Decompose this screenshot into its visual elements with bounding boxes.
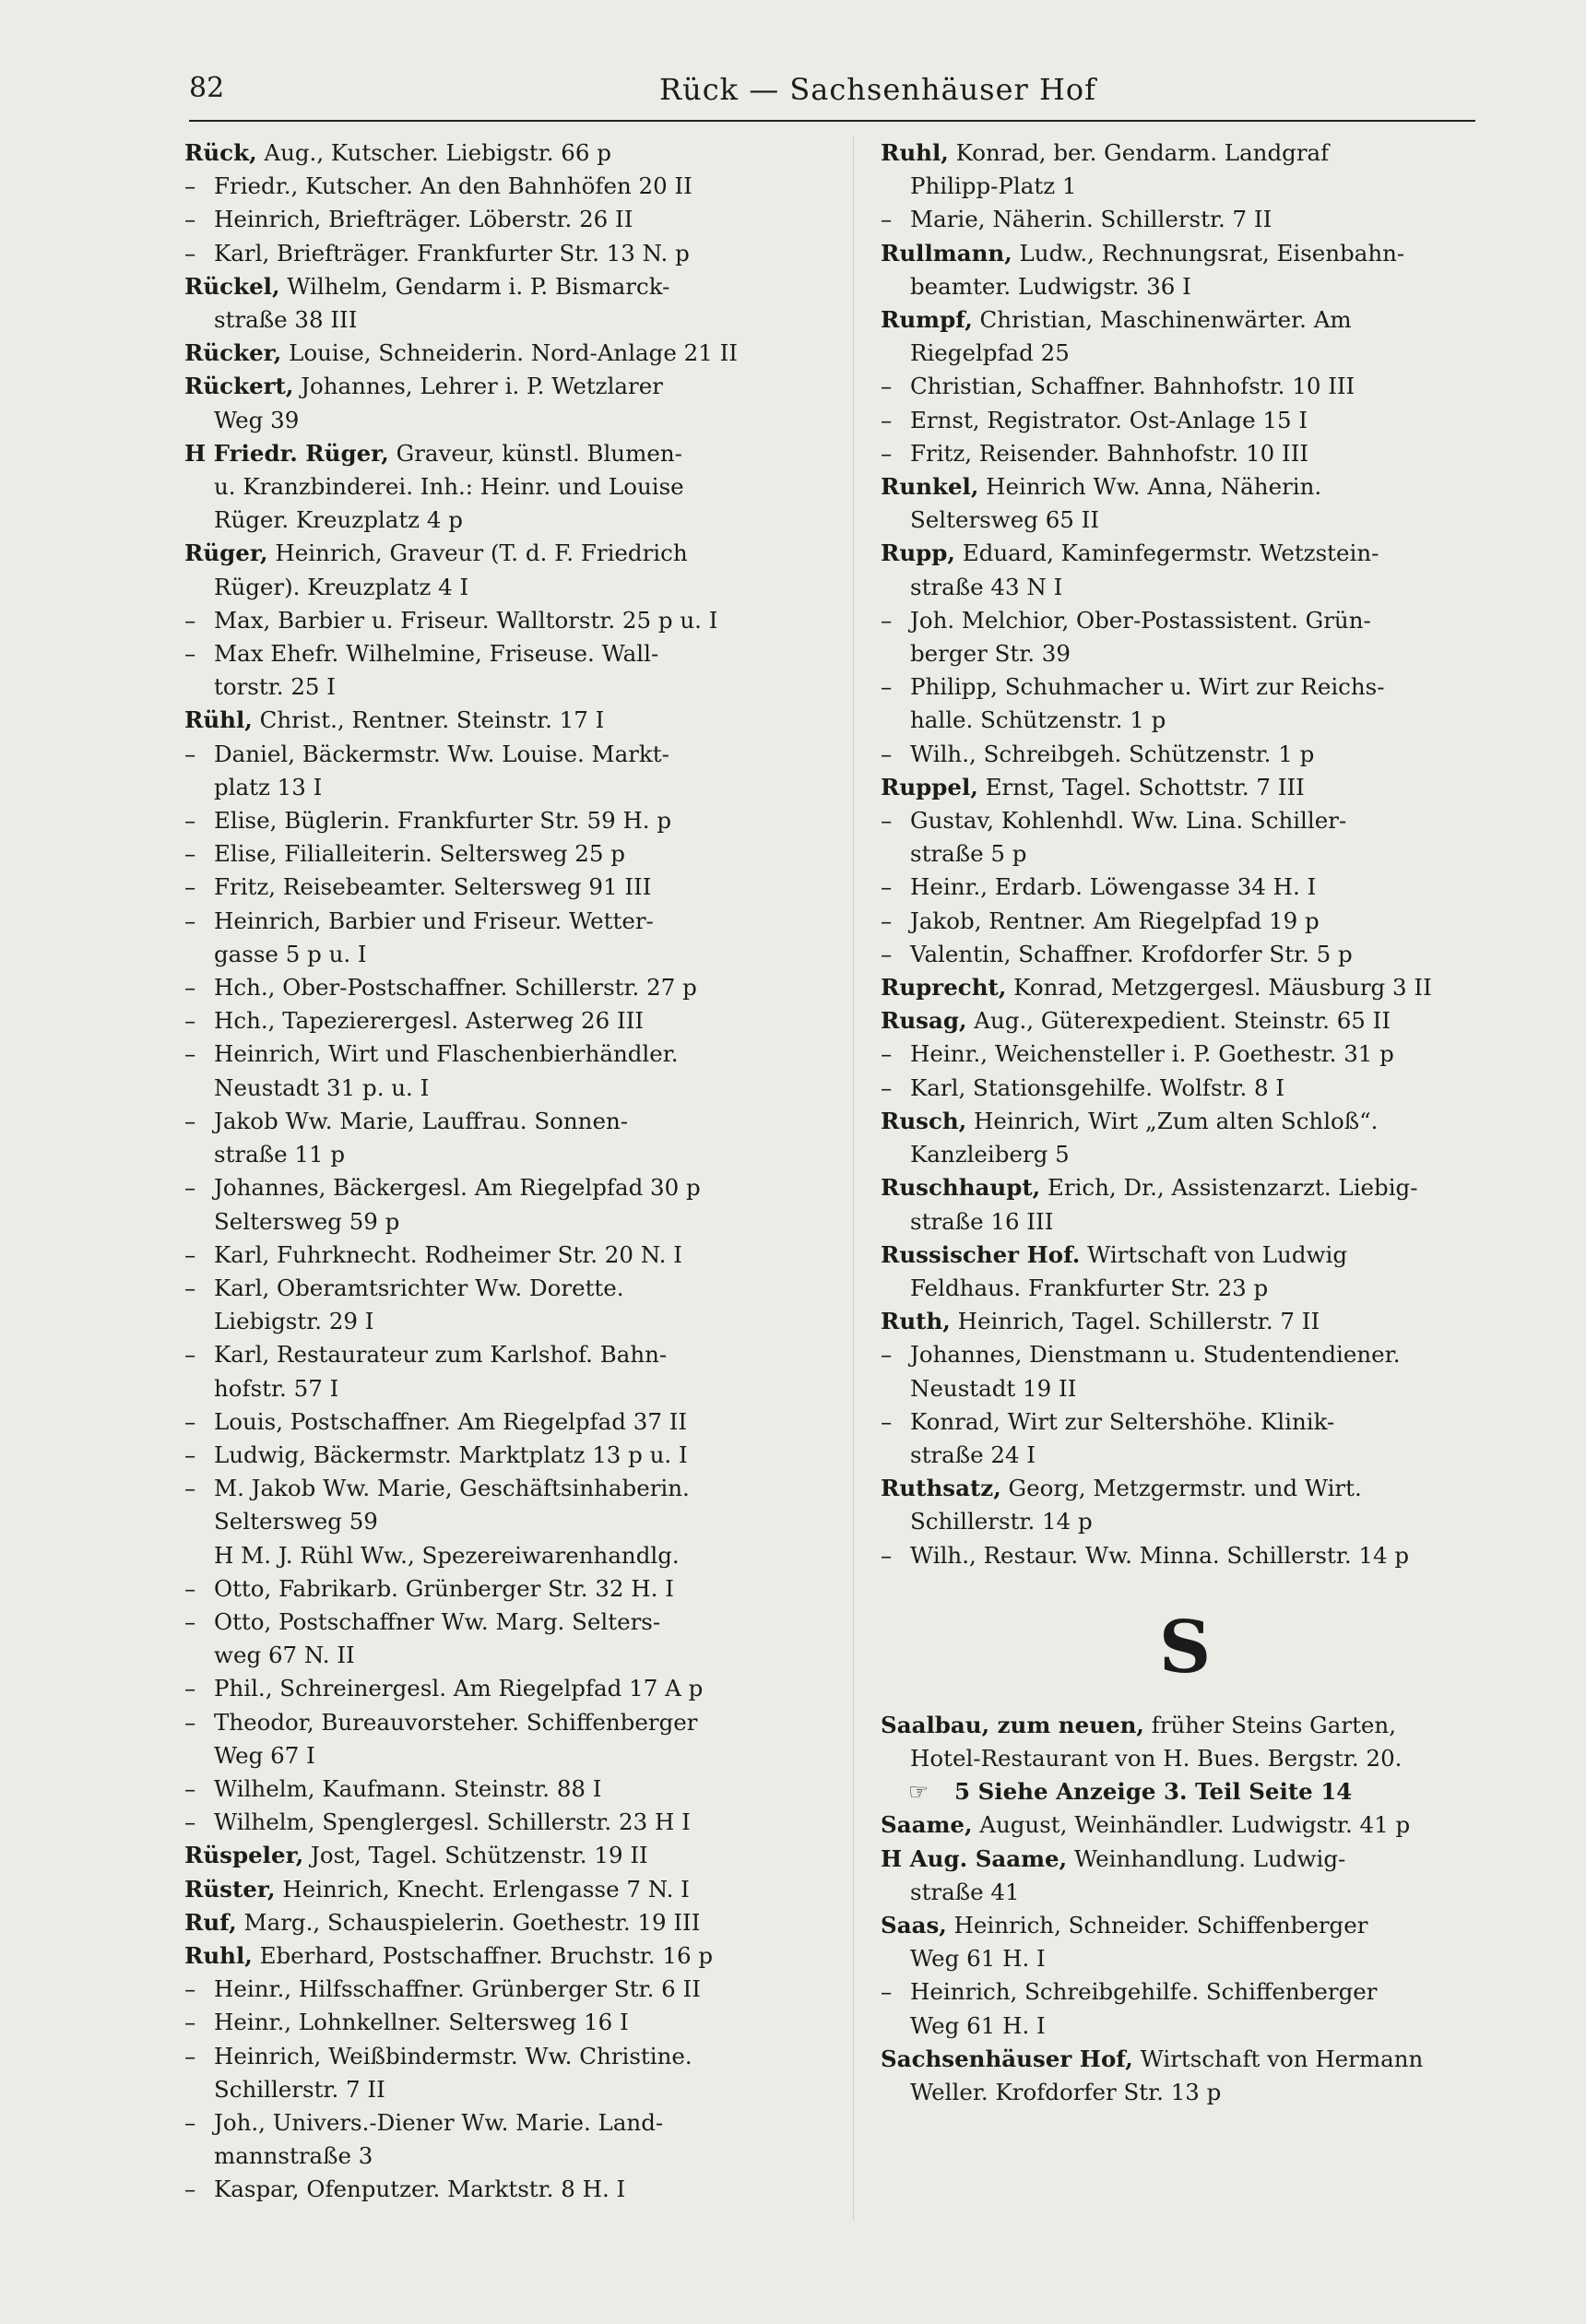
dash-mark: – — [184, 2042, 196, 2069]
sub-entry — [184, 604, 830, 637]
surname: Saalbau, zum neuen, — [881, 1711, 1144, 1738]
continuation-line: straße 41 — [910, 1878, 1020, 1905]
dash-mark: – — [881, 1407, 893, 1435]
dash-mark: – — [881, 740, 893, 767]
surname-entry — [881, 771, 1489, 804]
entry-text: Karl, Stationsgehilfe. Wolfstr. 8 I — [910, 1073, 1285, 1101]
surname-entry — [184, 136, 830, 170]
sub-entry — [184, 1672, 830, 1705]
dash-mark: – — [184, 1274, 196, 1301]
continuation-line: u. Kranzbinderei. Inh.: Heinr. und Louise — [214, 473, 684, 501]
entry-text: Fritz, Reisebeamter. Seltersweg 91 III — [214, 873, 652, 901]
sub-entry — [184, 1004, 830, 1038]
sub-entry — [184, 804, 830, 837]
continuation-line: straße 11 p — [214, 1141, 346, 1168]
dash-mark: – — [184, 1407, 196, 1435]
continuation-line: Weller. Krofdorfer Str. 13 p — [910, 2078, 1222, 2105]
entry-text: Max, Barbier u. Friseur. Walltorstr. 25 p u. I — [214, 606, 718, 634]
continuation-line: straße 38 III — [214, 306, 358, 334]
entry-text: Ludw., Rechnungsrat, Eisenbahn- — [1012, 239, 1405, 267]
dash-mark: – — [881, 1978, 893, 2006]
dash-mark: – — [881, 606, 893, 634]
sub-entry — [184, 1338, 830, 1371]
entry-text: Heinr., Hilfsschaffner. Grünberger Str. 6 II — [214, 1975, 701, 2003]
sub-entry — [881, 437, 1489, 470]
dash-mark: – — [184, 2009, 196, 2036]
entry-text: Heinrich, Knecht. Erlengasse 7 N. I — [275, 1875, 690, 1903]
continuation-line: Neustadt 19 II — [910, 1374, 1077, 1402]
continuation-line: straße 5 p — [910, 840, 1027, 868]
surname-entry — [184, 704, 830, 737]
dash-mark: – — [881, 1073, 893, 1101]
entry-text: Ernst, Tagel. Schottstr. 7 III — [977, 773, 1305, 800]
surname-entry — [881, 1472, 1489, 1505]
entry-text: Max Ehefr. Wilhelmine, Friseuse. Wall- — [214, 640, 659, 668]
surname: Rüger, — [184, 540, 268, 567]
surname: Ruschhaupt, — [881, 1174, 1041, 1202]
entry-text: Jakob, Rentner. Am Riegelpfad 19 p — [910, 907, 1320, 934]
surname: Rusag, — [881, 1007, 967, 1035]
sub-entry — [184, 203, 830, 236]
surname-entry — [184, 537, 830, 570]
entry-text: früher Steins Garten, — [1143, 1711, 1396, 1738]
surname-entry — [881, 136, 1489, 170]
surname: Rusch, — [881, 1107, 967, 1134]
sub-entry — [184, 2106, 830, 2140]
continuation-line: halle. Schützenstr. 1 p — [910, 706, 1166, 734]
surname: Ruthsatz, — [881, 1475, 1001, 1502]
entry-text: Eduard, Kaminfegermstr. Wetzstein- — [954, 540, 1379, 567]
dash-mark: – — [184, 239, 196, 267]
surname-entry — [881, 1843, 1489, 1876]
surname: Rühl, — [184, 706, 253, 734]
entry-text: Aug., Güterexpedient. Steinstr. 65 II — [966, 1007, 1391, 1035]
surname: Rumpf, — [881, 306, 973, 334]
entry-text: Louise, Schneiderin. Nord-Anlage 21 II — [281, 339, 738, 367]
section-letter: S — [1158, 1605, 1212, 1690]
sub-entry — [184, 905, 830, 938]
dash-mark: – — [184, 974, 196, 1002]
sub-entry — [881, 871, 1489, 904]
dash-mark: – — [184, 606, 196, 634]
sub-entry — [184, 1806, 830, 1839]
surname-entry — [184, 437, 830, 470]
entry-text: Eberhard, Postschaffner. Bruchstr. 16 p — [252, 1941, 714, 1969]
sub-entry — [184, 871, 830, 904]
sub-entry — [184, 1405, 830, 1439]
entry-text: Heinrich, Barbier und Friseur. Wetter- — [214, 907, 654, 934]
entry-text: Wilh., Schreibgeh. Schützenstr. 1 p — [910, 740, 1315, 767]
dash-mark: – — [881, 439, 893, 467]
entry-text: 5 Siehe Anzeige 3. Teil Seite 14 — [954, 1778, 1353, 1806]
continuation-line: Weg 67 I — [214, 1741, 315, 1769]
entry-text: Wilh., Restaur. Ww. Minna. Schillerstr. 14 p — [910, 1541, 1410, 1569]
continuation-line: platz 13 I — [214, 773, 323, 800]
entry-text: Heinr., Weichensteller i. P. Goethestr. 31 p — [910, 1040, 1394, 1068]
continuation-line: Liebigstr. 29 I — [214, 1308, 374, 1335]
sub-entry — [881, 203, 1489, 236]
surname: Russischer Hof. — [881, 1240, 1081, 1268]
entry-text: Hch., Ober-Postschaffner. Schillerstr. 27 p — [214, 974, 697, 1002]
entry-text: Weinhandlung. Ludwig- — [1067, 1844, 1346, 1872]
continuation-line: Seltersweg 59 — [214, 1508, 378, 1536]
surname: Saas, — [881, 1911, 947, 1939]
continuation-line: H M. J. Rühl Ww., Spezereiwarenhandlg. — [214, 1541, 680, 1569]
dash-mark: – — [184, 807, 196, 835]
surname-entry — [881, 1305, 1489, 1338]
entry-text: Kaspar, Ofenputzer. Marktstr. 8 H. I — [214, 2176, 626, 2203]
sub-entry — [881, 804, 1489, 837]
pointing-hand-icon: ☞ — [908, 1778, 929, 1806]
continuation-line: Seltersweg 65 II — [910, 506, 1100, 534]
sub-entry — [881, 404, 1489, 437]
sub-entry — [184, 170, 830, 203]
dash-mark: – — [184, 1607, 196, 1635]
entry-text: Konrad, Metzgergesl. Mäusburg 3 II — [1006, 974, 1432, 1002]
surname-entry — [184, 1873, 830, 1906]
entry-text: Wilhelm, Gendarm i. P. Bismarck- — [279, 272, 670, 300]
surname: Sachsenhäuser Hof, — [881, 2045, 1133, 2072]
entry-text: Johannes, Dienstmann u. Studentendiener. — [910, 1341, 1401, 1369]
sub-entry — [881, 670, 1489, 704]
entry-text: Otto, Postschaffner Ww. Marg. Selters- — [214, 1607, 661, 1635]
entry-text: Heinrich, Weißbindermstr. Ww. Christine. — [214, 2042, 692, 2069]
entry-text: Karl, Oberamtsrichter Ww. Dorette. — [214, 1274, 624, 1301]
running-head: Rück — Sachsenhäuser Hof — [659, 72, 1096, 107]
surname: Rückel, — [184, 272, 280, 300]
entry-text: M. Jakob Ww. Marie, Geschäftsinhaberin. — [214, 1475, 690, 1502]
entry-text: Karl, Briefträger. Frankfurter Str. 13 N. p — [214, 239, 690, 267]
sub-entry — [184, 971, 830, 1004]
sub-entry — [881, 370, 1489, 403]
surname: Rüster, — [184, 1875, 276, 1903]
surname-entry — [881, 1004, 1489, 1038]
sub-entry — [184, 2040, 830, 2073]
dash-mark: – — [184, 740, 196, 767]
sub-entry — [184, 2006, 830, 2039]
surname: Rüspeler, — [184, 1842, 304, 1869]
entry-text: Joh., Univers.-Diener Ww. Marie. Land- — [214, 2108, 664, 2136]
entry-text: Heinrich, Briefträger. Löberstr. 26 II — [214, 206, 633, 233]
dash-mark: – — [881, 1341, 893, 1369]
entry-text: Christ., Rentner. Steinstr. 17 I — [252, 706, 605, 734]
entry-text: Louis, Postschaffner. Am Riegelpfad 37 II — [214, 1407, 688, 1435]
entry-text: Hch., Tapezierergesl. Asterweg 26 III — [214, 1007, 645, 1035]
sub-entry — [184, 1439, 830, 1472]
entry-text: Christian, Maschinenwärter. Am — [972, 306, 1352, 334]
sub-entry — [184, 1706, 830, 1739]
dash-mark: – — [184, 2108, 196, 2136]
dash-mark: – — [184, 1007, 196, 1035]
entry-text: Theodor, Bureauvorsteher. Schiffenberger — [214, 1708, 698, 1736]
dash-mark: – — [184, 172, 196, 200]
surname-entry — [184, 1839, 830, 1872]
continuation-line: Neustadt 31 p. u. I — [214, 1073, 430, 1101]
continuation-line: Weg 61 H. I — [910, 1945, 1046, 1973]
surname: Ruppel, — [881, 773, 978, 800]
continuation-line: straße 24 I — [910, 1441, 1036, 1468]
entry-text: Jost, Tagel. Schützenstr. 19 II — [303, 1842, 648, 1869]
sub-entry — [184, 1105, 830, 1138]
entry-text: Erich, Dr., Assistenzarzt. Liebig- — [1040, 1174, 1418, 1202]
surname-entry — [184, 337, 830, 370]
sub-entry — [184, 1239, 830, 1272]
sub-entry — [184, 1038, 830, 1071]
surname-entry — [881, 1808, 1489, 1842]
continuation-line: Seltersweg 59 p — [214, 1207, 400, 1235]
entry-text: Heinr., Lohnkellner. Seltersweg 16 I — [214, 2009, 629, 2036]
entry-text: Heinrich, Wirt und Flaschenbierhändler. — [214, 1040, 679, 1068]
dash-mark: – — [184, 1808, 196, 1836]
surname: H Aug. Saame, — [881, 1844, 1068, 1872]
dash-mark: – — [184, 840, 196, 868]
entry-text: Konrad, Wirt zur Seltershöhe. Klinik- — [910, 1407, 1335, 1435]
surname-entry — [184, 270, 830, 303]
sub-entry — [184, 2173, 830, 2206]
surname: Rullmann, — [881, 239, 1012, 267]
entry-text: Phil., Schreinergesl. Am Riegelpfad 17 A p — [214, 1675, 704, 1702]
page-header — [189, 72, 1475, 122]
entry-text: Konrad, ber. Gendarm. Landgraf — [948, 139, 1330, 166]
continuation-line: Riegelpfad 25 — [910, 339, 1070, 367]
surname: Ruth, — [881, 1308, 951, 1335]
surname: Rückert, — [184, 373, 294, 400]
entry-text: Marg., Schauspielerin. Goethestr. 19 III — [236, 1908, 701, 1936]
s-section-entries — [881, 1709, 1489, 2109]
surname-entry — [881, 1171, 1489, 1204]
entry-text: Jakob Ww. Marie, Lauffrau. Sonnen- — [214, 1107, 629, 1134]
surname-entry — [881, 1709, 1489, 1742]
sub-entry — [881, 1038, 1489, 1071]
surname: Ruf, — [184, 1908, 237, 1936]
sub-entry — [184, 1472, 830, 1505]
continuation-line: Schillerstr. 7 II — [214, 2075, 385, 2103]
dash-mark: – — [881, 807, 893, 835]
surname-entry — [184, 1906, 830, 1939]
dash-mark: – — [184, 1240, 196, 1268]
left-column — [184, 136, 830, 2207]
surname: Ruhl, — [881, 139, 949, 166]
continuation-line: torstr. 25 I — [214, 673, 336, 701]
sub-entry — [184, 1572, 830, 1606]
dash-mark: – — [184, 873, 196, 901]
dash-mark: – — [184, 1174, 196, 1202]
surname: Saame, — [881, 1811, 973, 1839]
dash-mark: – — [881, 406, 893, 433]
continuation-line: Hotel-Restaurant von H. Bues. Bergstr. 20. — [910, 1744, 1403, 1772]
dash-mark: – — [881, 1541, 893, 1569]
entry-text: Daniel, Bäckermstr. Ww. Louise. Markt- — [214, 740, 669, 767]
entry-text: Valentin, Schaffner. Krofdorfer Str. 5 p — [910, 940, 1353, 967]
dash-mark: – — [184, 1975, 196, 2003]
dash-mark: – — [881, 206, 893, 233]
dash-mark: – — [184, 1574, 196, 1602]
dash-mark: – — [184, 1475, 196, 1502]
surname-entry — [881, 1239, 1489, 1272]
entry-text: Wirtschaft von Hermann — [1132, 2045, 1424, 2072]
sub-entry — [184, 1171, 830, 1204]
entry-text: Wilhelm, Spenglergesl. Schillerstr. 23 H I — [214, 1808, 691, 1836]
sub-entry — [184, 237, 830, 270]
sub-entry — [881, 1072, 1489, 1105]
continuation-line: weg 67 N. II — [214, 1642, 355, 1669]
entry-text: Karl, Fuhrknecht. Rodheimer Str. 20 N. I — [214, 1240, 682, 1268]
surname-entry — [881, 303, 1489, 337]
dash-mark: – — [881, 873, 893, 901]
entry-text: Johannes, Bäckergesl. Am Riegelpfad 30 p — [214, 1174, 701, 1202]
dash-mark: – — [184, 206, 196, 233]
surname-entry — [881, 1105, 1489, 1138]
continuation-line: Rüger. Kreuzplatz 4 p — [214, 506, 463, 534]
entry-text: Fritz, Reisender. Bahnhofstr. 10 III — [910, 439, 1309, 467]
dash-mark: – — [881, 1040, 893, 1068]
entry-text: Heinrich, Wirt „Zum alten Schloß“. — [966, 1107, 1379, 1134]
entry-text: Friedr., Kutscher. An den Bahnhöfen 20 II — [214, 172, 692, 200]
entry-text: Heinrich, Tagel. Schillerstr. 7 II — [950, 1308, 1320, 1335]
entry-text: Heinrich Ww. Anna, Näherin. — [978, 473, 1322, 501]
entry-text: Ernst, Registrator. Ost-Anlage 15 I — [910, 406, 1308, 433]
dash-mark: – — [881, 673, 893, 701]
continuation-line: Weg 61 H. I — [910, 2011, 1046, 2039]
surname-entry — [881, 1909, 1489, 1942]
sub-entry — [881, 604, 1489, 637]
sub-entry — [184, 1606, 830, 1639]
surname-entry — [881, 971, 1489, 1004]
continuation-line: straße 43 N I — [910, 573, 1063, 600]
dash-mark: – — [184, 640, 196, 668]
sub-entry — [881, 1405, 1489, 1439]
continuation-line: berger Str. 39 — [910, 640, 1071, 668]
dash-mark: – — [184, 2176, 196, 2203]
sub-entry — [184, 738, 830, 771]
right-column — [881, 136, 1489, 2109]
entry-text: Joh. Melchior, Ober-Postassistent. Grün- — [910, 606, 1371, 634]
continuation-line: straße 16 III — [910, 1207, 1054, 1235]
entry-text: Gustav, Kohlenhdl. Ww. Lina. Schiller- — [910, 807, 1347, 835]
sub-entry — [184, 1773, 830, 1806]
surname-entry — [881, 2043, 1489, 2076]
dash-mark: – — [881, 373, 893, 400]
entry-text: Heinrich, Schneider. Schiffenberger — [946, 1911, 1368, 1939]
dash-mark: – — [184, 1040, 196, 1068]
entry-text: Wilhelm, Kaufmann. Steinstr. 88 I — [214, 1774, 602, 1802]
entry-text: Wirtschaft von Ludwig — [1080, 1240, 1348, 1268]
surname: Rücker, — [184, 339, 282, 367]
entry-text: Christian, Schaffner. Bahnhofstr. 10 III — [910, 373, 1355, 400]
continuation-line: Weg 39 — [214, 406, 300, 433]
column-divider — [853, 136, 854, 2221]
sub-entry — [881, 938, 1489, 971]
continuation-line: gasse 5 p u. I — [214, 940, 367, 967]
dash-mark: – — [184, 907, 196, 934]
sub-entry — [881, 1338, 1489, 1371]
entry-text: August, Weinhändler. Ludwigstr. 41 p — [972, 1811, 1411, 1839]
dash-mark: – — [184, 1675, 196, 1702]
entry-text: Georg, Metzgermstr. und Wirt. — [1000, 1475, 1362, 1502]
entry-text: Elise, Filialleiterin. Seltersweg 25 p — [214, 840, 625, 868]
page-number: 82 — [189, 72, 225, 104]
continuation-line: Philipp-Platz 1 — [910, 172, 1077, 200]
surname-entry — [184, 370, 830, 403]
surname: H Friedr. Rüger, — [184, 439, 389, 467]
dash-mark: – — [184, 1708, 196, 1736]
surname-entry — [184, 1939, 830, 1973]
dash-mark: – — [184, 1107, 196, 1134]
sub-entry — [184, 637, 830, 670]
dash-mark: – — [184, 1774, 196, 1802]
surname: Ruprecht, — [881, 974, 1007, 1002]
right-entries — [881, 136, 1489, 1572]
entry-text: Aug., Kutscher. Liebigstr. 66 p — [256, 139, 611, 166]
entry-text: Graveur, künstl. Blumen- — [388, 439, 682, 467]
entry-text: Elise, Büglerin. Frankfurter Str. 59 H. p — [214, 807, 672, 835]
sub-entry — [881, 1539, 1489, 1572]
entry-text: Johannes, Lehrer i. P. Wetzlarer — [293, 373, 663, 400]
surname: Runkel, — [881, 473, 979, 501]
dash-mark: – — [881, 907, 893, 934]
entry-text: Karl, Restaurateur zum Karlshof. Bahn- — [214, 1341, 668, 1369]
sub-entry — [184, 1973, 830, 2006]
sub-entry — [184, 837, 830, 871]
continuation-line: Schillerstr. 14 p — [910, 1508, 1093, 1536]
entry-text: Heinr., Erdarb. Löwengasse 34 H. I — [910, 873, 1317, 901]
sub-entry — [184, 1272, 830, 1305]
continuation-line: mannstraße 3 — [214, 2142, 373, 2170]
entry-text: Ludwig, Bäckermstr. Marktplatz 13 p u. I — [214, 1441, 688, 1468]
dash-mark: – — [184, 1441, 196, 1468]
surname: Rupp, — [881, 540, 955, 567]
sub-entry — [881, 738, 1489, 771]
entry-text: Marie, Näherin. Schillerstr. 7 II — [910, 206, 1272, 233]
entry-text: Philipp, Schuhmacher u. Wirt zur Reichs- — [910, 673, 1385, 701]
surname: Ruhl, — [184, 1941, 253, 1969]
continuation-line: Kanzleiberg 5 — [910, 1141, 1070, 1168]
sub-entry — [881, 1975, 1489, 2009]
continuation-line: beamter. Ludwigstr. 36 I — [910, 272, 1191, 300]
surname-entry — [881, 537, 1489, 570]
entry-text: Otto, Fabrikarb. Grünberger Str. 32 H. I — [214, 1574, 674, 1602]
surname-entry — [881, 237, 1489, 270]
sub-entry — [881, 905, 1489, 938]
surname-entry — [881, 470, 1489, 504]
entry-text: Heinrich, Graveur (T. d. F. Friedrich — [267, 540, 688, 567]
entry-text: Heinrich, Schreibgehilfe. Schiffenberger — [910, 1978, 1378, 2006]
surname: Rück, — [184, 139, 257, 166]
dash-mark: – — [184, 1341, 196, 1369]
continuation-line: Rüger). Kreuzplatz 4 I — [214, 573, 469, 600]
dash-mark: – — [881, 940, 893, 967]
continuation-line: hofstr. 57 I — [214, 1374, 339, 1402]
continuation-line: Feldhaus. Frankfurter Str. 23 p — [910, 1274, 1269, 1301]
advertisement-note — [881, 1775, 1489, 1808]
